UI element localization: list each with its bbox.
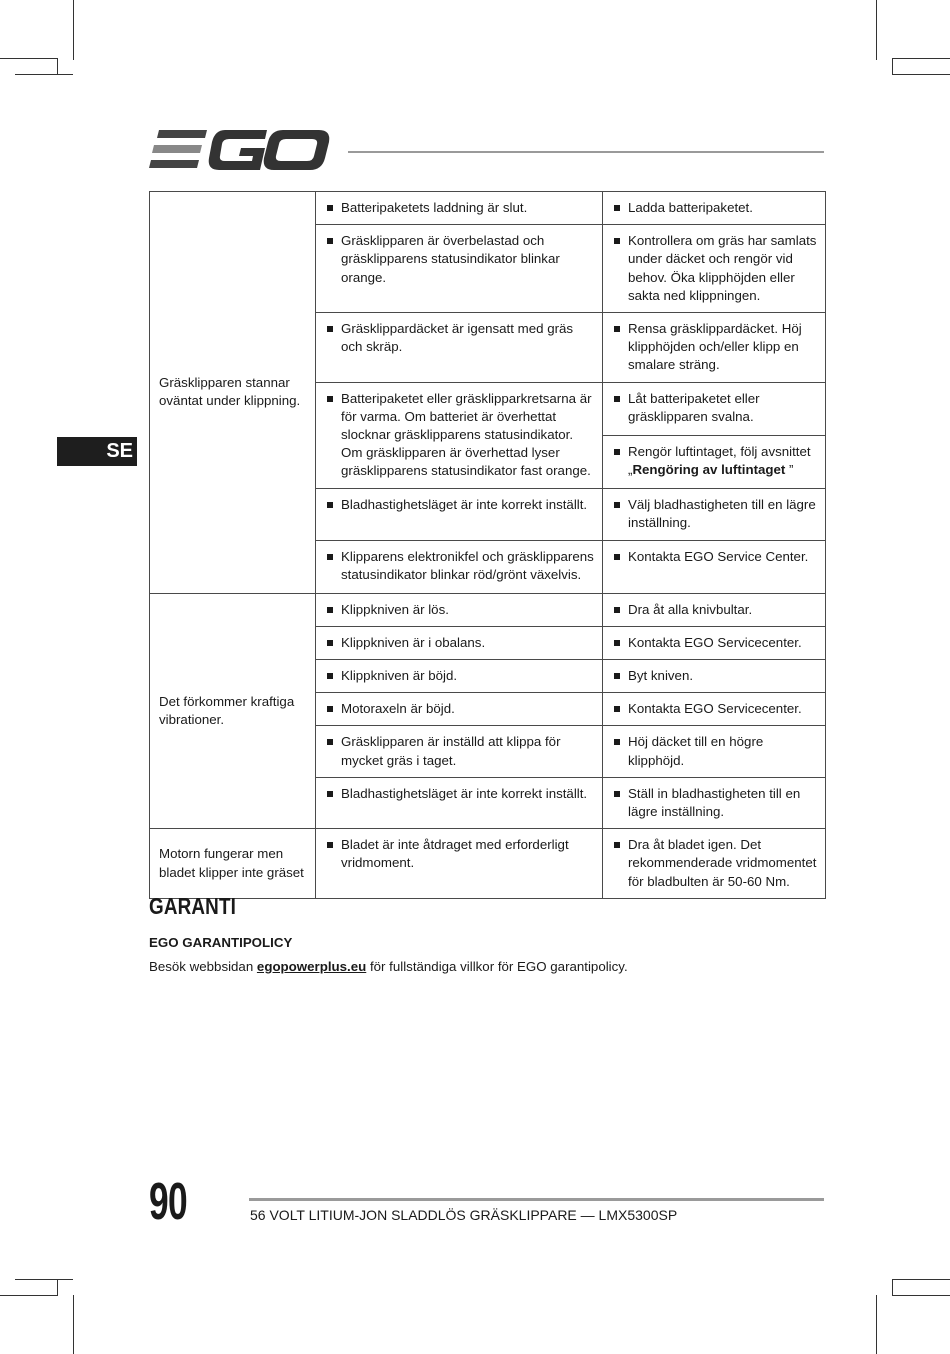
bullet-icon [327, 238, 333, 244]
bullet-icon [614, 502, 620, 508]
bullet-icon [614, 706, 620, 712]
bullet-icon [327, 205, 333, 211]
bullet-icon [327, 326, 333, 332]
crop-mark [57, 1279, 58, 1296]
crop-mark [876, 0, 877, 60]
solution-cell: Byt kniven. [603, 660, 826, 693]
footer-product-title: 56 VOLT LITIUM-JON SLADDLÖS GRÄSKLIPPARE — LMX5300SP [250, 1207, 678, 1223]
bullet-icon [614, 640, 620, 646]
problem-cell: Det förkommer kraftiga vibrationer. [150, 593, 316, 829]
solution-cell: Dra åt bladet igen. Det rekommenderade vridmomentet för bladbulten är 50-60 Nm. [603, 829, 826, 899]
solution-cell: Låt batteripaketet eller gräsklipparen svalna. [603, 382, 826, 435]
bullet-icon [614, 739, 620, 745]
table-row [150, 593, 826, 626]
cause-cell: Gräsklipparen är inställd att klippa för mycket gräs i taget. [316, 726, 603, 777]
cause-cell: Gräsklipparen är överbelastad och gräsklipparens statusindikator blinkar orange. [316, 225, 603, 313]
solution-cell: Ladda batteripaketet. [603, 192, 826, 225]
table-row [150, 829, 826, 899]
cause-cell: Bladhastighetsläget är inte korrekt inställt. [316, 777, 603, 828]
cause-cell: Bladhastighetsläget är inte korrekt inställt. [316, 488, 603, 540]
problem-cell: Motorn fungerar men bladet klipper inte gräset [150, 829, 316, 899]
header-rule [348, 151, 824, 153]
crop-mark [15, 1279, 73, 1280]
solution-cell: Kontakta EGO Servicecenter. [603, 693, 826, 726]
bullet-icon [614, 449, 620, 455]
bullet-icon [614, 396, 620, 402]
ego-logo [149, 130, 331, 172]
section-title: GARANTI [149, 893, 237, 919]
solution-cell: Ställ in bladhastigheten till en lägre inställning. [603, 777, 826, 828]
footer-rule [249, 1198, 824, 1201]
cause-cell: Bladet är inte åtdraget med erforderligt vridmoment. [316, 829, 603, 899]
bullet-icon [327, 739, 333, 745]
cause-cell: Batteripaketet eller gräsklipparkretsarna är för varma. Om batteriet är överhettat slocknar gräsklipparens statusindikator. Om gräsklipparen är överhettad lyser gräsklipparens statusindikator fast orange. [316, 382, 603, 488]
bullet-icon [327, 607, 333, 613]
solution-cell: Rengör luftintaget, följ avsnittet „Rengöring av luftintaget ” [603, 435, 826, 488]
problem-cell: Gräsklipparen stannar oväntat under klippning. [150, 192, 316, 594]
bullet-icon [327, 640, 333, 646]
crop-mark [15, 74, 73, 75]
solution-cell: Välj bladhastigheten till en lägre inställning. [603, 488, 826, 540]
cause-cell: Klippkniven är böjd. [316, 660, 603, 693]
crop-mark [0, 58, 58, 59]
bullet-icon [614, 842, 620, 848]
table-row [150, 192, 826, 225]
bullet-icon [614, 554, 620, 560]
bullet-icon [327, 706, 333, 712]
bullet-icon [327, 396, 333, 402]
bullet-icon [327, 554, 333, 560]
solution-cell: Dra åt alla knivbultar. [603, 593, 826, 626]
crop-mark [892, 58, 950, 59]
crop-mark [892, 58, 893, 75]
bullet-icon [327, 673, 333, 679]
warranty-text: Besök webbsidan egopowerplus.eu för fullständiga villkor för EGO garantipolicy. [149, 959, 628, 974]
crop-mark [892, 1295, 950, 1296]
solution-cell: Kontrollera om gräs har samlats under däcket och rengör vid behov. Öka klipphöjden eller sakta ned klippningen. [603, 225, 826, 313]
troubleshooting-table [149, 191, 826, 899]
bullet-icon [614, 326, 620, 332]
solution-cell: Rensa gräsklippardäcket. Höj klipphöjden och/eller klipp en smalare sträng. [603, 313, 826, 383]
cause-cell: Gräsklippardäcket är igensatt med gräs och skräp. [316, 313, 603, 383]
bullet-icon [327, 791, 333, 797]
crop-mark [73, 1295, 74, 1354]
bullet-icon [614, 791, 620, 797]
crop-mark [892, 1279, 950, 1280]
cause-cell: Klippkniven är i obalans. [316, 626, 603, 659]
cause-cell: Klipparens elektronikfel och gräsklipparens statusindikator blinkar röd/grönt växelvis. [316, 540, 603, 593]
cause-cell: Klippkniven är lös. [316, 593, 603, 626]
bullet-icon [614, 607, 620, 613]
crop-mark [892, 1279, 893, 1296]
crop-mark [876, 1295, 877, 1354]
crop-mark [0, 1295, 58, 1296]
bullet-icon [327, 842, 333, 848]
bullet-icon [614, 673, 620, 679]
page-number: 90 [149, 1173, 187, 1231]
section-subtitle: EGO GARANTIPOLICY [149, 935, 293, 950]
solution-cell: Höj däcket till en högre klipphöjd. [603, 726, 826, 777]
bullet-icon [614, 205, 620, 211]
solution-cell: Kontakta EGO Service Center. [603, 540, 826, 593]
warranty-link[interactable]: egopowerplus.eu [256, 959, 367, 974]
solution-cell: Kontakta EGO Servicecenter. [603, 626, 826, 659]
cause-cell: Batteripaketets laddning är slut. [316, 192, 603, 225]
cause-cell: Motoraxeln är böjd. [316, 693, 603, 726]
bullet-icon [327, 502, 333, 508]
crop-mark [73, 0, 74, 60]
bullet-icon [614, 238, 620, 244]
crop-mark [57, 58, 58, 75]
crop-mark [892, 74, 950, 75]
language-tab: SE [57, 437, 137, 466]
